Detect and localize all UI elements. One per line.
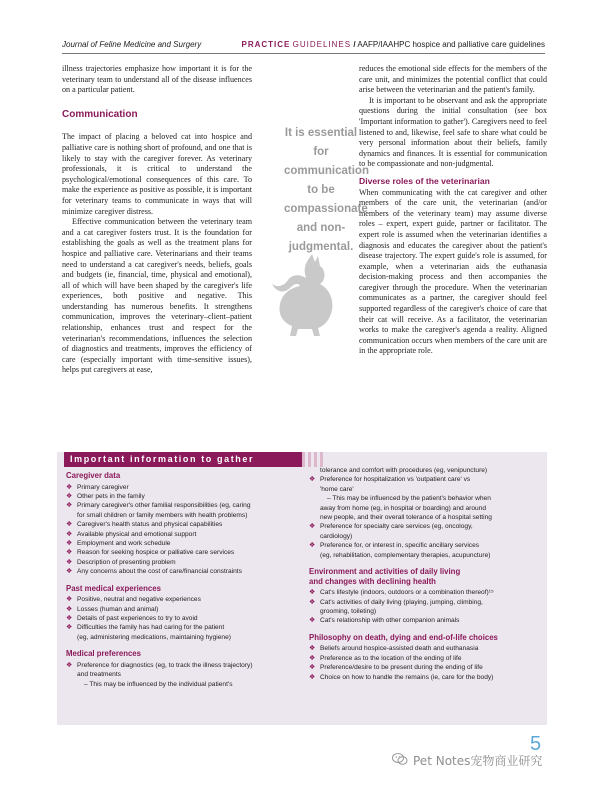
bullet-diamond-icon: ❖	[66, 540, 73, 548]
past-medical-heading: Past medical experiences	[66, 583, 161, 593]
list-item-continuation: cardiology)	[320, 532, 353, 540]
caregiver-data-heading: Caregiver data	[66, 471, 121, 480]
list-item: ❖ Any concerns about the cost of care/financial constraints	[66, 568, 242, 576]
bullet-diamond-icon: ❖	[66, 530, 73, 538]
list-item-continuation: grooming, toileting)	[320, 608, 377, 616]
environment-heading: Environment and activities of daily living and changes with declining health	[309, 567, 461, 586]
list-item: ❖ Beliefs around hospice-assisted death and euthanasia	[309, 645, 479, 653]
info-box-title: Important information to gather	[64, 452, 302, 467]
page-number: 5	[530, 733, 542, 755]
bullet-diamond-icon: ❖	[309, 523, 316, 531]
list-item: ❖ Employment and work schedule	[66, 540, 171, 548]
list-subitem: – This may be influenced by the patient's behavior when	[327, 495, 491, 503]
list-item-continuation: (eg, rehabilitation, complementary therapies, acupuncture)	[320, 551, 491, 559]
list-item: ❖ Preference as to the location of the ending of life	[309, 654, 462, 662]
list-item-continuation: 'home care'	[320, 485, 354, 493]
list-item: ❖ Primary caregiver's other familial responsibilities (eg, caring	[66, 502, 251, 510]
list-item: ❖ Caregiver's health status and physical capabilities	[66, 521, 223, 529]
bullet-diamond-icon: ❖	[66, 624, 73, 632]
box-left-column	[66, 471, 298, 689]
list-item: ❖ Difficulties the family has had caring for the patient	[66, 624, 225, 632]
list-subitem-continuation: away from home (eg, in hospital or boarding) and around	[320, 504, 487, 512]
communication-heading: Communication	[62, 108, 138, 120]
bullet-diamond-icon: ❖	[309, 598, 316, 606]
bullet-diamond-icon: ❖	[66, 596, 73, 604]
right-column	[359, 64, 547, 357]
list-subitem-continuation: new people, and their overall tolerance of a hospital setting	[320, 514, 492, 522]
box-tab-stripes	[302, 452, 547, 467]
list-item: ❖ Details of past experiences to try to avoid	[66, 615, 198, 623]
list-item: ❖ Cat's activities of daily living (playing, jumping, climbing,	[309, 598, 483, 606]
left-column	[62, 64, 252, 376]
philosophy-heading: Philosophy on death, dying and end-of-life choices	[309, 632, 498, 642]
bullet-diamond-icon: ❖	[66, 521, 73, 529]
wechat-icon	[392, 752, 408, 766]
list-item: ❖ Reason for seeking hospice or palliative care services	[66, 549, 235, 557]
watermark: Pet Notes宠物商业研究	[413, 754, 543, 768]
list-item: ❖ Cat's relationship with other companion animals	[309, 617, 460, 625]
medical-preferences-heading: Medical preferences	[66, 649, 141, 659]
list-item: ❖ Cat's lifestyle (indoors, outdoors or a combination thereof)¹⁵	[309, 589, 494, 597]
bullet-diamond-icon: ❖	[66, 502, 73, 510]
paragraph: When communicating with the cat caregiver and other members of the care unit, the veterinarian (and/or members of the veterinary team) may assume diverse roles – expert, expert guide, partner or facilitator. The expert role is assumed when the veterinarian identifies a diagnosis and educates the caregiver about the patient's disease trajectory. The expert guide's role is assumed, for example, when a veterinarian aids the euthanasia decision-making process and then accompanies the caregiver through the procedure. When the veterinarian communicates as a partner, the caregiver should feel supported regardless of the caregiver's choice of care that their cat will receive. As a facilitator, the veterinarian works to make the caregiver's agenda a reality. Aligned communication occurs when members of the care unit are in the appropriate role.	[359, 187, 547, 356]
list-item-continuation: tolerance and comfort with procedures (eg, venipuncture)	[320, 467, 488, 474]
paragraph: Effective communication between the veterinary team and a cat caregiver fosters trust. It is the foundation for establishing the goals as well as the treatment plans for hospice and palliative care. Veterinarians and their teams need to understand a cat caregiver's needs, beliefs, goals and budgets (ie, financial, time, physical and emotional), all of which will have been shaped by the caregiver's life experiences, both positive and negative. This understanding has numerous benefits. It strengthens communication, improves the veterinary–client–patient relationship, enhances trust and respect for the veterinarian's recommendations, influences the selection of diagnostics and treatments, improves the efficiency of care (especially important with time-sensitive issues), helps put caregivers at ease,	[62, 217, 252, 375]
bullet-diamond-icon: ❖	[66, 549, 73, 557]
list-item-continuation: (eg, administering medications, maintaining hygiene)	[77, 633, 231, 641]
list-item: ❖ Description of presenting problem	[66, 558, 176, 566]
journal-name: Journal of Feline Medicine and Surgery	[62, 40, 202, 49]
list-item: ❖ Positive, neutral and negative experiences	[66, 596, 201, 604]
bullet-diamond-icon: ❖	[309, 542, 316, 550]
bullet-diamond-icon: ❖	[66, 615, 73, 623]
header-title: PRACTICE GUIDELINES / AAFP/IAAHPC hospice and palliative care guidelines	[241, 40, 545, 49]
cat-silhouette-icon	[268, 254, 342, 338]
bullet-diamond-icon: ❖	[309, 664, 316, 672]
running-header	[62, 40, 545, 54]
bullet-diamond-icon: ❖	[66, 493, 73, 500]
paragraph: reduces the emotional side effects for the members of the care unit, and minimizes the potential conflict that could arise between the veterinarian and the patient's family.	[359, 64, 547, 95]
list-item: ❖ Losses (human and animal)	[66, 605, 159, 613]
roles-heading: Diverse roles of the veterinarian	[359, 175, 490, 186]
bullet-diamond-icon: ❖	[309, 654, 316, 662]
pull-quote: It is essential for communication to be compassionate and non-judgmental.	[284, 127, 369, 253]
bullet-diamond-icon: ❖	[66, 568, 73, 576]
bullet-diamond-icon: ❖	[309, 673, 316, 681]
bullet-diamond-icon: ❖	[309, 589, 316, 597]
header-rule	[62, 53, 545, 54]
paragraph: The impact of placing a beloved cat into hospice and palliative care is nothing short of profound, and one that is likely to stay with the caregiver forever. As veterinary professionals, it is critical to understand the psychological/emotional consequences of this care. To make the experience as positive as possible, it is important for veterinary teams to communicate in ways that will minimize caregiver distress.	[62, 132, 252, 216]
list-item: ❖ Other pets in the family	[66, 493, 145, 500]
box-right-column	[309, 466, 541, 682]
bullet-diamond-icon: ❖	[66, 661, 73, 669]
list-item: ❖ Primary caregiver	[66, 483, 129, 491]
list-item: ❖ Preference for specialty care services (eg, oncology,	[309, 523, 473, 531]
list-item: ❖ Preference for, or interest in, specific ancillary services	[309, 542, 480, 550]
bullet-diamond-icon: ❖	[309, 645, 316, 653]
bullet-diamond-icon: ❖	[309, 476, 316, 484]
bullet-diamond-icon: ❖	[66, 605, 73, 613]
list-item: ❖ Available physical and emotional support	[66, 530, 197, 538]
paragraph: It is important to be observant and ask the appropriate questions during the initial consultation (see box 'Important information to gather'). Caregivers need to feel listened to and, likewise, feel safe to share what could be very personal information about their beliefs, family dynamics and finances. It is essential for communication to be compassionate and non-judgmental.	[359, 95, 547, 169]
list-item: ❖ Preference for hospitalization vs 'outpatient care' vs	[309, 476, 471, 484]
list-item-continuation: for small children or family members with health problems)	[77, 511, 248, 519]
bullet-diamond-icon: ❖	[66, 558, 73, 566]
list-item-continuation: and treatments	[77, 671, 121, 679]
list-item: ❖ Preference/desire to be present during the ending of life	[309, 664, 483, 672]
bullet-diamond-icon: ❖	[309, 617, 316, 625]
intro-paragraph: illness trajectories emphasize how important it is for the veterinary team to understand all of the disease influences on a particular patient.	[62, 64, 252, 95]
list-subitem: – This may be influenced by the individual patient's	[84, 680, 233, 688]
bullet-diamond-icon: ❖	[66, 483, 73, 491]
list-item: ❖ Preference for diagnostics (eg, to track the illness trajectory)	[66, 661, 253, 669]
list-item: ❖ Choice on how to handle the remains (ie, care for the body)	[309, 673, 494, 681]
